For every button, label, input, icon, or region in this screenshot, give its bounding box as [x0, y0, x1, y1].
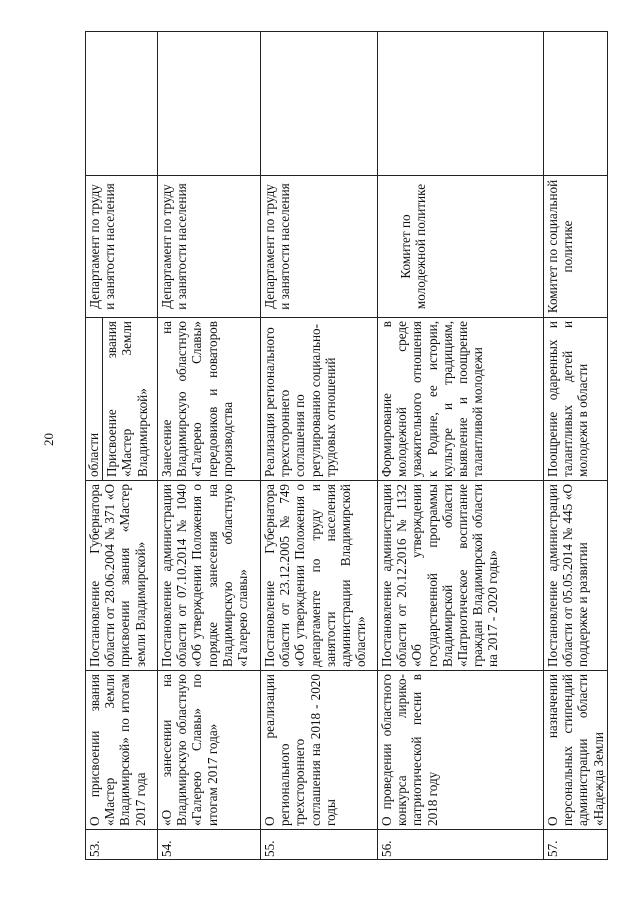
empty-cell: [158, 32, 261, 176]
table-row: [261, 32, 378, 860]
empty-cell: [261, 32, 378, 176]
table-row: [544, 32, 608, 860]
row-number: 57.: [544, 830, 608, 860]
event-title: О присвоении звания «Мастер Земли Владимирской» по итогам 2017 года: [86, 671, 158, 830]
empty-cell: [86, 32, 158, 176]
executor: Департамент по труду и занятости населения: [261, 176, 378, 318]
legal-basis: Постановление Губернатора области от 23.12.2005 № 749 «Об утверждении Положения о департаменте по труду и занятости населения администрации Владимирской области»: [261, 481, 378, 671]
event-title: О проведении областного конкурса лирико-патриотической песни в 2018 году: [378, 671, 544, 830]
table-row: [378, 32, 544, 860]
executor: Комитет по социальной политике: [544, 176, 608, 318]
executor: Департамент по труду и занятости населения: [158, 176, 261, 318]
executor: Департамент по труду и занятости населения: [86, 176, 158, 318]
legal-basis: Постановление администрации области от 20.12.2016 № 1132 «Об утверждении государственной программы Владимирской области «Патриотическое воспитание граждан Владимирской области на 2017 - 2020 годы»: [378, 481, 544, 671]
event-purpose-cell: [86, 318, 158, 481]
row-number: 55.: [261, 830, 378, 860]
events-table: [85, 31, 608, 860]
empty-cell: [378, 32, 544, 176]
legal-basis: Постановление администрации области от 07.10.2014 № 1040 «Об утверждении Положения о порядке занесения на Владимирскую областную «Галерею славы»: [158, 481, 261, 671]
carryover-text: области: [86, 318, 103, 480]
empty-cell: [544, 32, 608, 176]
event-title: «О занесении на Владимирскую областную «Галерею Славы» по итогам 2017 года»: [158, 671, 261, 830]
event-purpose: Поощрение одаренных и талантливых детей и молодежи в области: [544, 318, 608, 481]
executor: Комитет по молодежной политике: [378, 176, 544, 318]
legal-basis: Постановление Губернатора области от 28.06.2004 № 371 «О присвоении звания «Мастер земли Владимирской»: [86, 481, 158, 671]
row-number: 54.: [158, 830, 261, 860]
row-number: 56.: [378, 830, 544, 860]
event-purpose: Занесение на Владимирскую областную «Галерею Славы» передовиков и новаторов производства: [158, 318, 261, 481]
table-row: [158, 32, 261, 860]
event-purpose: Формирование в молодежной среде уважительного отношения к Родине, ее истории, культуре и традициям, выявление и поощрение талантливой молодежи: [378, 318, 544, 481]
rotated-table-wrapper: [85, 32, 606, 860]
row-number: 53.: [86, 830, 158, 860]
page-number: 20: [41, 433, 56, 446]
event-purpose: Присвоение звания «Мастер Земли Владимирской»: [104, 321, 150, 477]
table-row: [86, 32, 158, 860]
event-title: О реализации регионального трехстороннего соглашения на 2018 - 2020 годы: [261, 671, 378, 830]
event-purpose: Реализация регионального трехстороннего соглашения по регулированию социально-трудовых отношений: [261, 318, 378, 481]
event-title: О назначении персональных стипендий администрации области «Надежда Земли: [544, 671, 608, 830]
legal-basis: Постановление администрации области от 05.05.2014 № 445 «О поддержке и развитии: [544, 481, 608, 671]
